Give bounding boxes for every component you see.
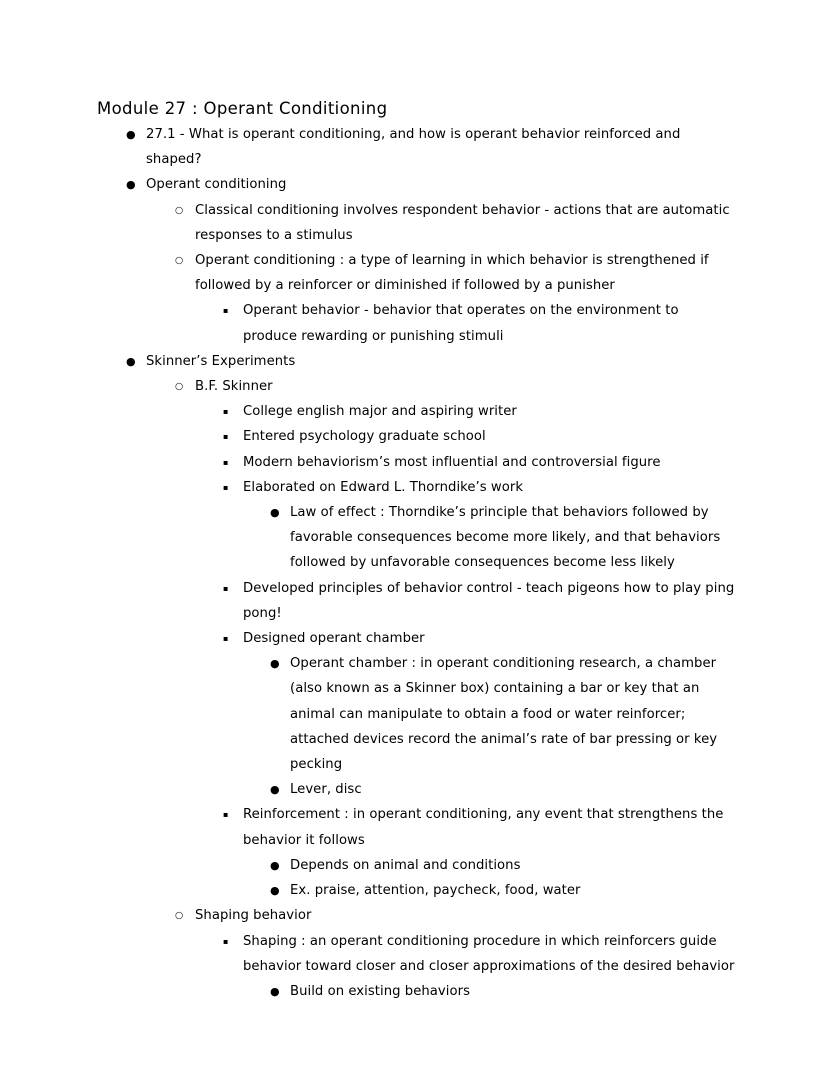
outline-item-level-4 (270, 777, 722, 802)
outline-item-text: Build on existing behaviors (290, 983, 470, 999)
outline-item-text: 27.1 - What is operant conditioning, and how is operant behavior reinforced and shaped? (146, 127, 681, 168)
bullet-icon-level-2: ○ (175, 381, 184, 393)
outline-item-level-1 (126, 349, 740, 374)
outline-item-text: Skinner’s Experiments (146, 353, 296, 369)
outline-item-level-4 (270, 878, 722, 903)
outline-item-level-3 (223, 576, 736, 626)
outline-item-text: Designed operant chamber (243, 631, 425, 647)
outline-item-text: Modern behaviorism’s most influential and controversial figure (243, 454, 661, 470)
outline-item-level-1 (126, 122, 740, 172)
outline-item-text: Elaborated on Edward L. Thorndike’s work (243, 479, 524, 495)
outline-item-text: Lever, disc (290, 782, 362, 798)
outline-item-level-3 (223, 298, 736, 348)
outline-item-level-3 (223, 802, 736, 852)
outline-item-level-2 (175, 248, 738, 298)
outline-item-level-4 (270, 500, 722, 576)
outline-item-level-1 (126, 172, 740, 197)
outline-item-level-3 (223, 475, 736, 500)
outline-item-text: Entered psychology graduate school (243, 429, 486, 445)
outline-item-text: B.F. Skinner (195, 379, 273, 395)
bullet-icon-level-3: ▪ (223, 432, 229, 442)
outline-item-level-3 (223, 929, 736, 979)
bullet-icon-level-4: ● (270, 657, 280, 671)
bullet-icon-level-1: ● (126, 128, 136, 141)
outline-item-level-4 (270, 853, 722, 878)
outline-item-text: Classical conditioning involves respondent behavior - actions that are automatic responses to a stimulus (195, 202, 730, 243)
bullet-icon-level-4: ● (270, 984, 280, 998)
outline-item-level-3 (223, 424, 736, 449)
bullet-icon-level-1: ● (126, 178, 136, 192)
bullet-icon-level-3: ▪ (223, 457, 229, 467)
outline-item-level-4 (270, 979, 722, 1004)
bullet-icon-level-4: ● (270, 858, 280, 872)
bullet-icon-level-1: ● (126, 354, 136, 368)
outline-item-level-2 (175, 198, 738, 248)
outline-item-text: Reinforcement : in operant conditioning, any event that strengthens the behavior it follows (243, 807, 724, 848)
outline-item-text: Operant conditioning (146, 177, 287, 193)
bullet-icon-level-3: ▪ (223, 482, 229, 492)
outline-item-level-2 (175, 903, 738, 928)
bullet-icon-level-3: ▪ (223, 306, 229, 316)
outline-item-text: Operant chamber : in operant conditioning research, a chamber (also known as a Skinner box) containing a bar or key that an animal can manipulate to obtain a food or water reinforcer; attached devices record the animal’s rate of bar pressing or key pecking (290, 656, 718, 773)
bullet-icon-level-4: ● (270, 506, 280, 520)
outline-item-level-3 (223, 399, 736, 424)
outline-item-text: Depends on animal and conditions (290, 857, 521, 873)
bullet-icon-level-2: ○ (175, 910, 184, 922)
bullet-icon-level-3: ▪ (223, 583, 229, 593)
outline-item-text: Shaping : an operant conditioning procedure in which reinforcers guide behavior toward closer and closer approximations of the desired behavior (243, 933, 735, 974)
bullet-icon-level-2: ○ (175, 204, 184, 216)
outline-item-text: Developed principles of behavior control - teach pigeons how to play ping pong! (243, 580, 735, 621)
outline-item-level-3 (223, 450, 736, 475)
bullet-icon-level-4: ● (270, 884, 280, 898)
outline-item-text: Law of effect : Thorndike’s principle that behaviors followed by favorable consequences become more likely, and that behaviors followed by unfavorable consequences become less likely (290, 505, 721, 571)
outline-item-level-3 (223, 626, 736, 651)
bullet-icon-level-3: ▪ (223, 634, 229, 644)
outline-list (0, 122, 828, 1004)
page-title: Module 27 : Operant Conditioning (97, 99, 388, 118)
bullet-icon-level-3: ▪ (223, 407, 229, 417)
bullet-icon-level-4: ● (270, 783, 280, 797)
bullet-icon-level-3: ▪ (223, 936, 229, 946)
outline-item-text: Ex. praise, attention, paycheck, food, water (290, 883, 581, 899)
bullet-icon-level-2: ○ (175, 255, 184, 267)
outline-item-text: Shaping behavior (195, 908, 312, 924)
outline-item-text: College english major and aspiring writer (243, 404, 517, 420)
outline-item-text: Operant conditioning : a type of learning in which behavior is strengthened if followed by a reinforcer or diminished if followed by a punisher (195, 253, 709, 294)
outline-item-level-2 (175, 374, 738, 399)
outline-item-level-4 (270, 651, 722, 777)
bullet-icon-level-3: ▪ (223, 810, 229, 820)
outline-item-text: Operant behavior - behavior that operates on the environment to produce rewarding or punishing stimuli (243, 303, 679, 344)
